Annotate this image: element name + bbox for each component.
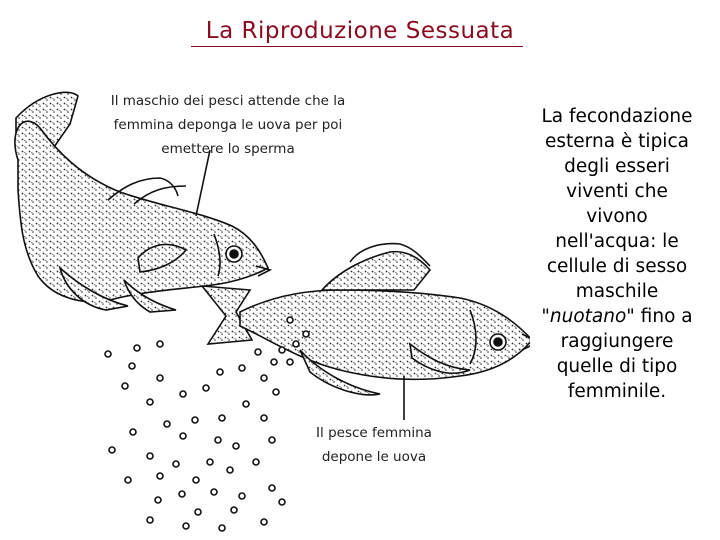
explanation-text	[534, 104, 700, 404]
slide-title: La Riproduzione Sessuata	[205, 18, 515, 44]
title-underline	[191, 46, 523, 47]
eggs	[105, 317, 309, 531]
label-female-fish: Il pesce femmina depone le uova	[316, 425, 432, 465]
emphasized-word: nuotano	[549, 306, 627, 327]
explanation-text-start: La fecondazione esterna è tipica degli esseri viventi che vivono nell'acqua: le cellule di sesso maschile "	[541, 106, 693, 327]
label-male-fish: Il maschio dei pesci attende che la femmina deponga le uova per poi emettere lo sperma	[110, 93, 346, 157]
explanation-text-end: " fino a raggiungere quelle di tipo femminile.	[556, 306, 693, 402]
